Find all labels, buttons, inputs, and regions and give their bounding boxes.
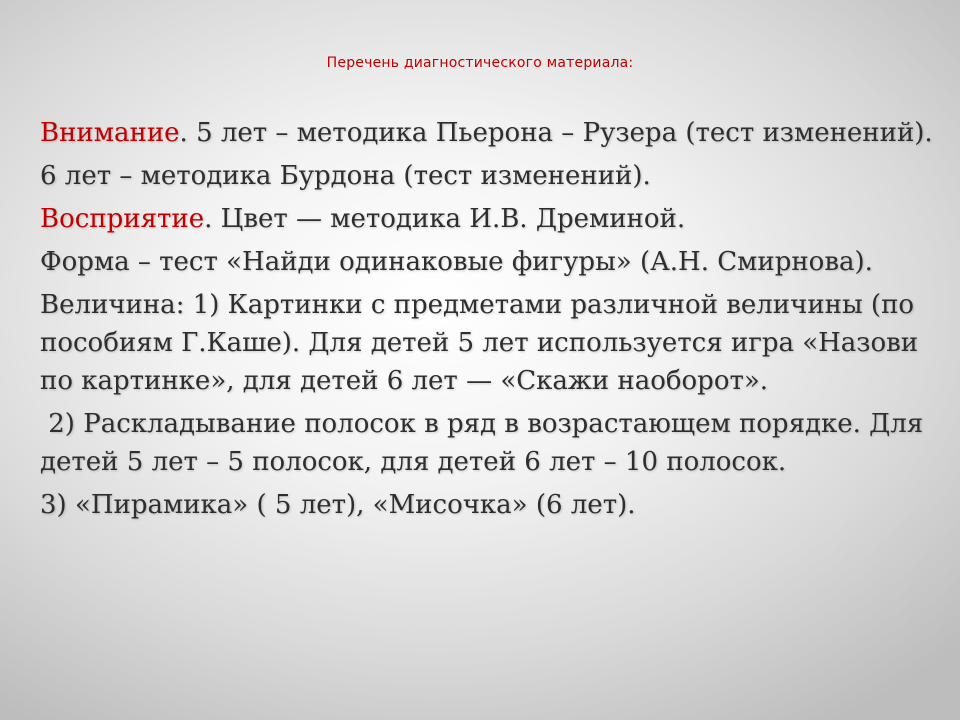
paragraph-pyramid [40, 486, 940, 524]
paragraph-text: . 5 лет – методика Пьерона – Рузера (тест изменений). [179, 118, 933, 148]
paragraph-attention [40, 114, 940, 152]
highlight-perception: Восприятие [40, 204, 205, 234]
paragraph-form [40, 243, 940, 281]
highlight-attention: Внимание [40, 118, 180, 148]
paragraph-text: Форма – тест «Найди одинаковые фигуры» (А.Н. Смирнова). [40, 247, 873, 277]
paragraph-perception [40, 200, 940, 238]
paragraph-size [40, 286, 940, 400]
paragraph-text: . Цвет — методика И.В. Дреминой. [204, 204, 686, 234]
paragraph-strips [40, 405, 940, 481]
paragraph-text: 2) Раскладывание полосок в ряд в возрастающем порядке. Для детей 5 лет – 5 полосок, для детей 6 лет – 10 полосок. [40, 409, 932, 477]
paragraph-text: 3) «Пирамика» ( 5 лет), «Мисочка» (6 лет). [40, 490, 636, 520]
paragraph-text: 6 лет – методика Бурдона (тест изменений). [40, 161, 651, 191]
paragraph-text: Величина: 1) Картинки с предметами различной величины (по пособиям Г.Каше). Для детей 5 лет используется игра «Назови по картинке», для детей 6 лет — «Скажи наоборот». [40, 290, 919, 396]
slide-body [40, 114, 940, 529]
slide-title: Перечень диагностического материала: [326, 55, 634, 71]
paragraph-bourdon [40, 157, 940, 195]
